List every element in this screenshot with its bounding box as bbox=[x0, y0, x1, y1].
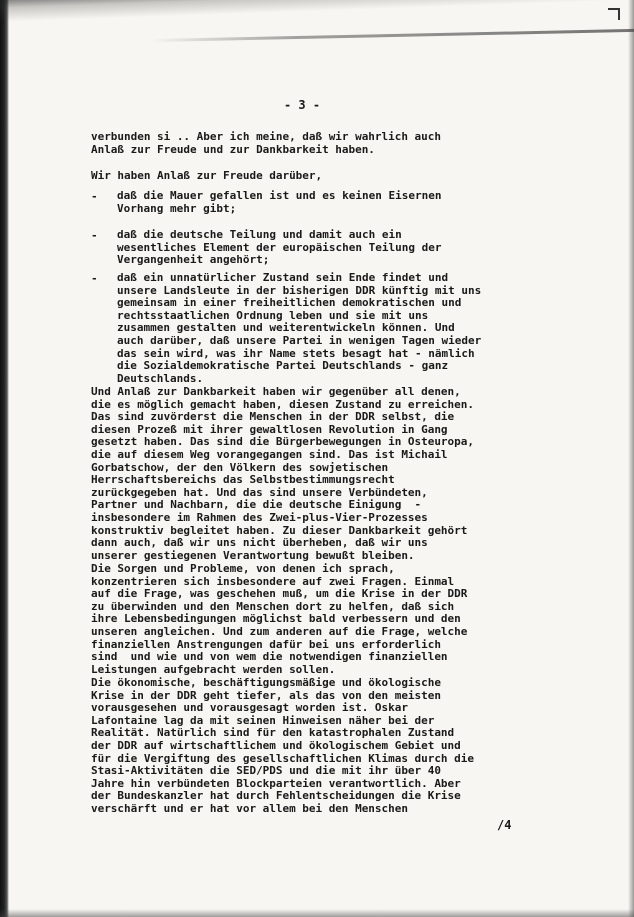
bullet-dash-1: - bbox=[91, 190, 98, 203]
scan-bottom-edge bbox=[0, 909, 634, 917]
bullet-dash-2: - bbox=[91, 229, 98, 242]
paragraph-crisis: Die ökonomische, beschäftigungsmäßige und ökologische Krise in der DDR geht tiefer, als das von den meisten vorausgesehen und vorausgesagt worden ist. Oskar Lafontaine lag da mit seinen Hinweisen näher bei der Realität. Natürlich sind für den katastrophalen Zustand der DDR auf wirtschaftlichem und ökologischem Gebiet und für die Vergiftung des gesellschaftlichen Klimas durch die Stasi-Aktivitäten die SED/PDS und die mit ihr über 40 Jahre hin verbündeten Blockparteien verantwortlich. Aber der Bundeskanzler hat durch Fehlentscheidungen die Krise verschärft und er hat vor allem bei den Menschen bbox=[91, 676, 474, 815]
paragraph-gratitude: Und Anlaß zur Dankbarkeit haben wir gegenüber all denen, die es möglich gemacht haben, diesen Zustand zu erreichen. Das sind zuvörderst die Menschen in der DDR selbst, die diesen Prozeß mit ihrer gewaltlosen Revolution in Gang gesetzt haben. Das sind die Bürgerbewegungen in Osteuropa, die auf diesem Weg vorangegangen sind. Das ist Michail Gorbatschow, der den Völkern des sowjetischen Herrschaftsbereichs das Selbstbestimmungsrecht zurückgegeben hat. Und das sind unsere Verbündeten, Partner und Nachbarn, die die deutsche Einigung - insbesondere im Rahmen des Zwei-plus-Vier-Prozesses konstruktiv begleitet haben. Zu dieser Dankbarkeit gehört dann auch, daß wir uns nicht überheben, daß wir uns unserer gestiegenen Verantwortung bewußt bleiben. bbox=[91, 385, 474, 562]
bullet-item-3: daß ein unnatürlicher Zustand sein Ende findet und unsere Landsleute in der bisherigen DDR künftig mit uns gemeinsam in einer freiheitlichen demokratischen und rechtsstaatlichen Ordnung leben und sie mit uns zusammen gestalten und weiterentwickeln können. Und auch darüber, daß unsere Partei in wenigen Tagen wieder das sein wird, was ihr Name stets besagt hat - nämlich die Sozialdemokratische Partei Deutschlands - ganz Deutschlands. bbox=[117, 271, 482, 385]
scan-right-edge bbox=[628, 0, 634, 917]
bullet-dash-3: - bbox=[91, 272, 98, 285]
paragraph-intro: verbunden si .. Aber ich meine, daß wir wahrlich auch Anlaß zur Freude und zur Dankbarkeit haben. bbox=[91, 130, 441, 156]
scan-corner-mark bbox=[608, 8, 620, 20]
page-number: - 3 - bbox=[283, 98, 321, 112]
paragraph-reasons-lead: Wir haben Anlaß zur Freude darüber, bbox=[91, 169, 323, 182]
bullet-item-1: daß die Mauer gefallen ist und es keinen Eisernen Vorhang mehr gibt; bbox=[117, 189, 442, 215]
bullet-item-2: daß die deutsche Teilung und damit auch ein wesentliches Element der europäischen Teilung der Vergangenheit angehört; bbox=[117, 228, 442, 267]
scan-left-edge bbox=[0, 0, 9, 917]
paragraph-concerns: Die Sorgen und Probleme, von denen ich sprach, konzentrieren sich insbesondere auf zwei Fragen. Einmal auf die Frage, was geschehen muß, um die Krise in der DDR zu überwinden und den Menschen dort zu helfen, daß sich ihre Lebensbedingungen möglichst bald verbessern und den unseren angleichen. Und zum anderen auf die Frage, welche finanziellen Anstrengungen dafür bei uns erforderlich sind und wie und von wem die notwendigen finanziellen Leistungen aufgebracht werden sollen. bbox=[91, 562, 468, 676]
next-page-reference: /4 bbox=[497, 818, 512, 832]
